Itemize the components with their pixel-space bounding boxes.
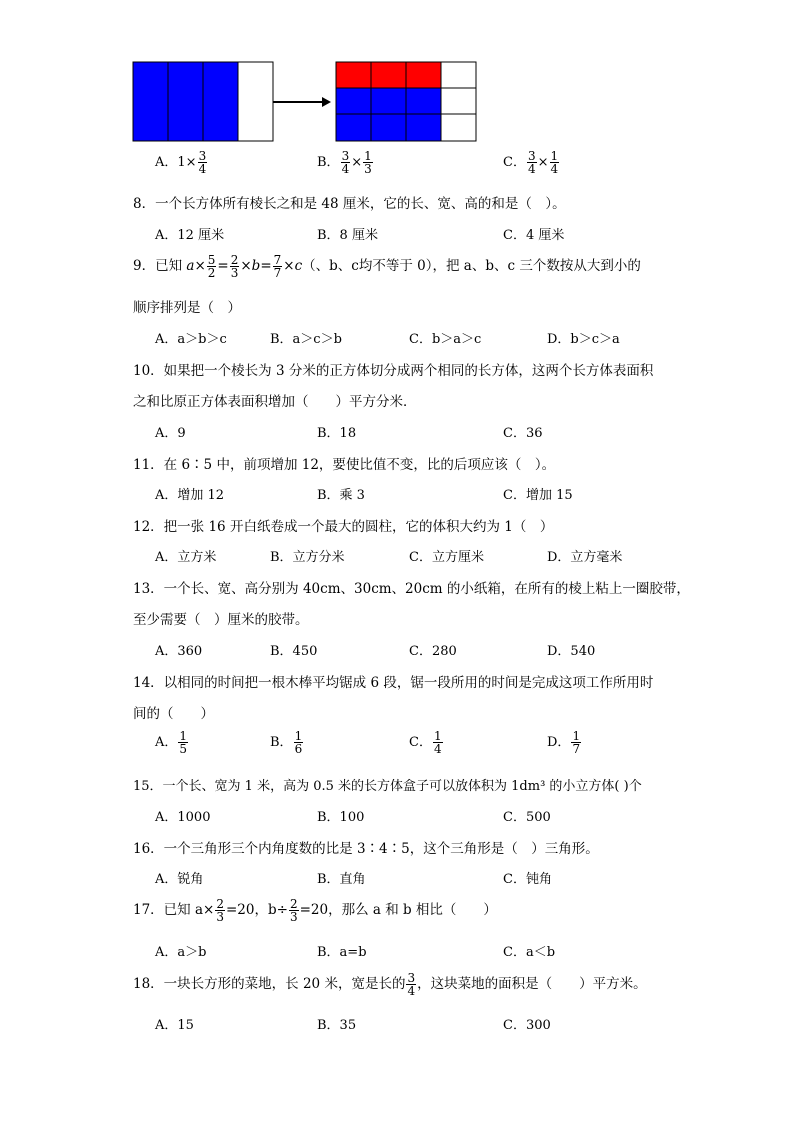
q9-option-b: B．a＞c＞b — [270, 332, 342, 347]
q8-option-a: A．12 厘米 — [155, 228, 225, 243]
q13-option-c: C．280 — [409, 644, 457, 659]
q17-option-c: C．a＜b — [503, 945, 556, 960]
q10-line2: 之和比原正方体表面积增加（ ）平方分米． — [133, 394, 417, 410]
q14-line2: 间的（ ） — [133, 706, 214, 722]
q10-line1: 10．如果把一个棱长为 3 分米的正方体切分成两个相同的长方体，这两个长方体表面积 — [133, 363, 654, 379]
q11-text: 11．在 6∶5 中，前项增加 12，要使比值不变，比的后项应该（ ）。 — [133, 457, 556, 473]
q7-option-a: A．1× $\frac{3}{4}$ — [155, 149, 207, 176]
left-rect-col2 — [168, 62, 203, 141]
q13-option-b: B．450 — [270, 644, 318, 659]
q16-option-a: A．锐角 — [155, 872, 204, 887]
q13-line2: 至少需要（ ）厘米的胶带。 — [133, 612, 309, 628]
q17-option-b: B．a=b — [317, 945, 367, 960]
q12-option-d: D．立方毫米 — [547, 550, 623, 565]
q10-option-c: C．36 — [503, 426, 543, 441]
q14-option-c: C． $\frac{1}{4}$ — [409, 729, 442, 756]
q9-option-c: C．b＞a＞c — [409, 332, 482, 347]
left-rect-col4 — [238, 62, 273, 141]
q18-option-c: C．300 — [503, 1018, 551, 1033]
q9-option-a: A．a＞b＞c — [155, 332, 227, 347]
q16-option-b: B．直角 — [317, 872, 366, 887]
left-rect-col1 — [133, 62, 168, 141]
q8-option-c: C．4 厘米 — [503, 228, 565, 243]
q9-line2: 顺序排列是（ ） — [133, 300, 241, 316]
q14-option-d: D． $\frac{1}{7}$ — [547, 729, 581, 756]
q18-text: 18．一块长方形的菜地，长 20 米，宽是长的 $\frac{3}{4}$ ，这块菜地的面积是（ ）平方米。 — [133, 971, 647, 998]
q11-option-a: A．增加 12 — [155, 488, 225, 503]
q12-option-c: C．立方厘米 — [409, 550, 484, 565]
q12-text: 12．把一张 16 开白纸卷成一个最大的圆柱，它的体积大约为 1（ ） — [133, 519, 554, 535]
left-rect-col3 — [203, 62, 238, 141]
fraction-figure — [130, 60, 480, 145]
q10-option-b: B．18 — [317, 426, 357, 441]
q13-line1: 13．一个长、宽、高分别为 40cm、30cm、20cm 的小纸箱，在所有的棱上粘上一圈胶带， — [133, 581, 690, 597]
q15-option-c: C．500 — [503, 810, 551, 825]
q17-text: 17．已知 a× $\frac{2}{3}$ =20，b÷ $\frac{2}{3}$ =20，那么 a 和 b 相比（ ） — [133, 897, 497, 924]
q9-line1: 9．已知 a× $\frac{5}{2}$ = $\frac{2}{3}$ ×b= $\frac{7}{7}$ ×c（、b、c均不等于 0），把 a、b、c 三个数按从大到小的 — [133, 253, 641, 280]
q16-text: 16．一个三角形三个内角度数的比是 3∶4∶5，这个三角形是（ ）三角形。 — [133, 841, 599, 857]
arrow-head — [322, 97, 331, 107]
q9-option-d: D．b＞c＞a — [547, 332, 620, 347]
q8-option-b: B．8 厘米 — [317, 228, 378, 243]
q14-option-a: A． $\frac{1}{5}$ — [155, 729, 188, 756]
q11-option-b: B．乘 3 — [317, 488, 365, 503]
q7-option-c: C． $\frac{3}{4}$ × $\frac{1}{4}$ — [503, 149, 559, 176]
q8-text: 8．一个长方体所有棱长之和是 48 厘米，它的长、宽、高的和是（ ）。 — [133, 196, 566, 212]
q7-option-b: B． $\frac{3}{4}$ × $\frac{1}{3}$ — [317, 149, 372, 176]
q14-option-b: B． $\frac{1}{6}$ — [270, 729, 303, 756]
q13-option-d: D．540 — [547, 644, 596, 659]
q16-option-c: C．钝角 — [503, 872, 552, 887]
q14-line1: 14．以相同的时间把一根木棒平均锯成 6 段，锯一段所用的时间是完成这项工作所用时 — [133, 675, 654, 691]
right-grid — [336, 62, 476, 141]
q13-option-a: A．360 — [155, 644, 203, 659]
q15-option-b: B．100 — [317, 810, 365, 825]
q18-option-b: B．35 — [317, 1018, 357, 1033]
q15-option-a: A．1000 — [155, 810, 211, 825]
q18-option-a: A．15 — [155, 1018, 194, 1033]
q12-option-a: A．立方米 — [155, 550, 217, 565]
q15-text: 15．一个长、宽为 1 米，高为 0.5 米的长方体盒子可以放体积为 1dm³ 的小立方体( )个 — [133, 779, 642, 794]
q11-option-c: C．增加 15 — [503, 488, 573, 503]
q17-option-a: A．a＞b — [155, 945, 207, 960]
q10-option-a: A．9 — [155, 426, 186, 441]
q12-option-b: B．立方分米 — [270, 550, 345, 565]
